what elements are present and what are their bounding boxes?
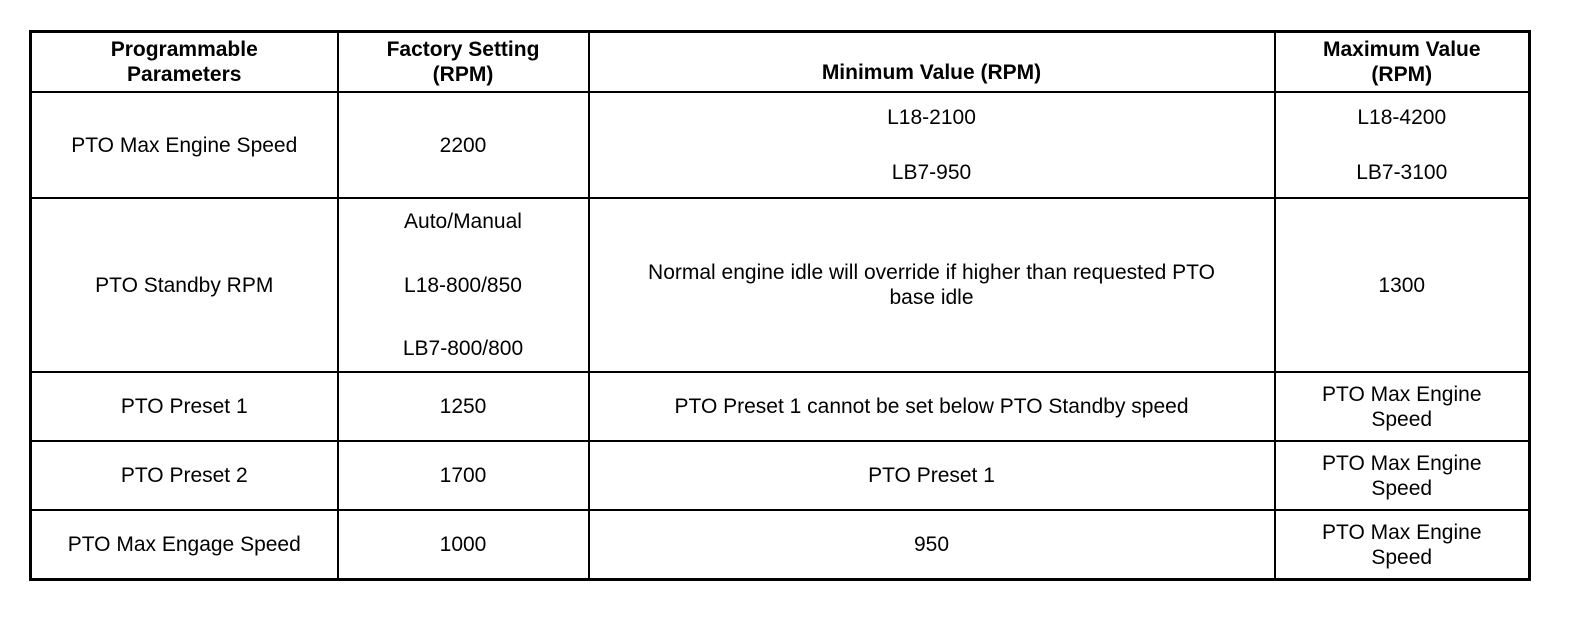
factory-cell: 1000 xyxy=(338,510,589,580)
min-cell: Normal engine idle will override if higher than requested PTO base idle xyxy=(589,198,1275,372)
min-cell: PTO Preset 1 cannot be set below PTO Standby speed xyxy=(589,372,1275,441)
max-cell: PTO Max Engine Speed xyxy=(1275,441,1530,510)
max-value-l18: L18-4200 xyxy=(1357,106,1447,129)
factory-cell: 1250 xyxy=(338,372,589,441)
param-cell: PTO Preset 2 xyxy=(31,441,338,510)
param-cell: PTO Standby RPM xyxy=(31,198,338,372)
factory-value-lb7: LB7-800/800 xyxy=(402,337,524,360)
param-cell: PTO Max Engine Speed xyxy=(31,92,338,198)
header-factory-setting: Factory Setting (RPM) xyxy=(338,32,589,93)
factory-mode: Auto/Manual xyxy=(404,210,522,233)
min-value-lb7: LB7-950 xyxy=(891,161,972,184)
table-row xyxy=(31,441,1530,510)
max-cell: 1300 xyxy=(1275,198,1530,372)
header-maximum-value: Maximum Value (RPM) xyxy=(1275,32,1530,93)
table-row xyxy=(31,92,1530,198)
min-cell xyxy=(589,92,1275,198)
table-row xyxy=(31,372,1530,441)
header-programmable-parameters: Programmable Parameters xyxy=(31,32,338,93)
header-minimum-value: Minimum Value (RPM) xyxy=(589,32,1275,93)
table-row xyxy=(31,510,1530,580)
max-cell: PTO Max Engine Speed xyxy=(1275,510,1530,580)
param-cell: PTO Max Engage Speed xyxy=(31,510,338,580)
table-header-row xyxy=(31,32,1530,93)
table-row xyxy=(31,198,1530,372)
factory-cell: 2200 xyxy=(338,92,589,198)
max-cell: PTO Max Engine Speed xyxy=(1275,372,1530,441)
min-value-l18: L18-2100 xyxy=(887,106,976,129)
param-cell: PTO Preset 1 xyxy=(31,372,338,441)
max-cell xyxy=(1275,92,1530,198)
factory-cell xyxy=(338,198,589,372)
pto-parameters-table xyxy=(29,30,1531,581)
max-value-lb7: LB7-3100 xyxy=(1356,161,1448,184)
factory-cell: 1700 xyxy=(338,441,589,510)
min-cell: PTO Preset 1 xyxy=(589,441,1275,510)
factory-value-l18: L18-800/850 xyxy=(404,273,522,297)
min-cell: 950 xyxy=(589,510,1275,580)
